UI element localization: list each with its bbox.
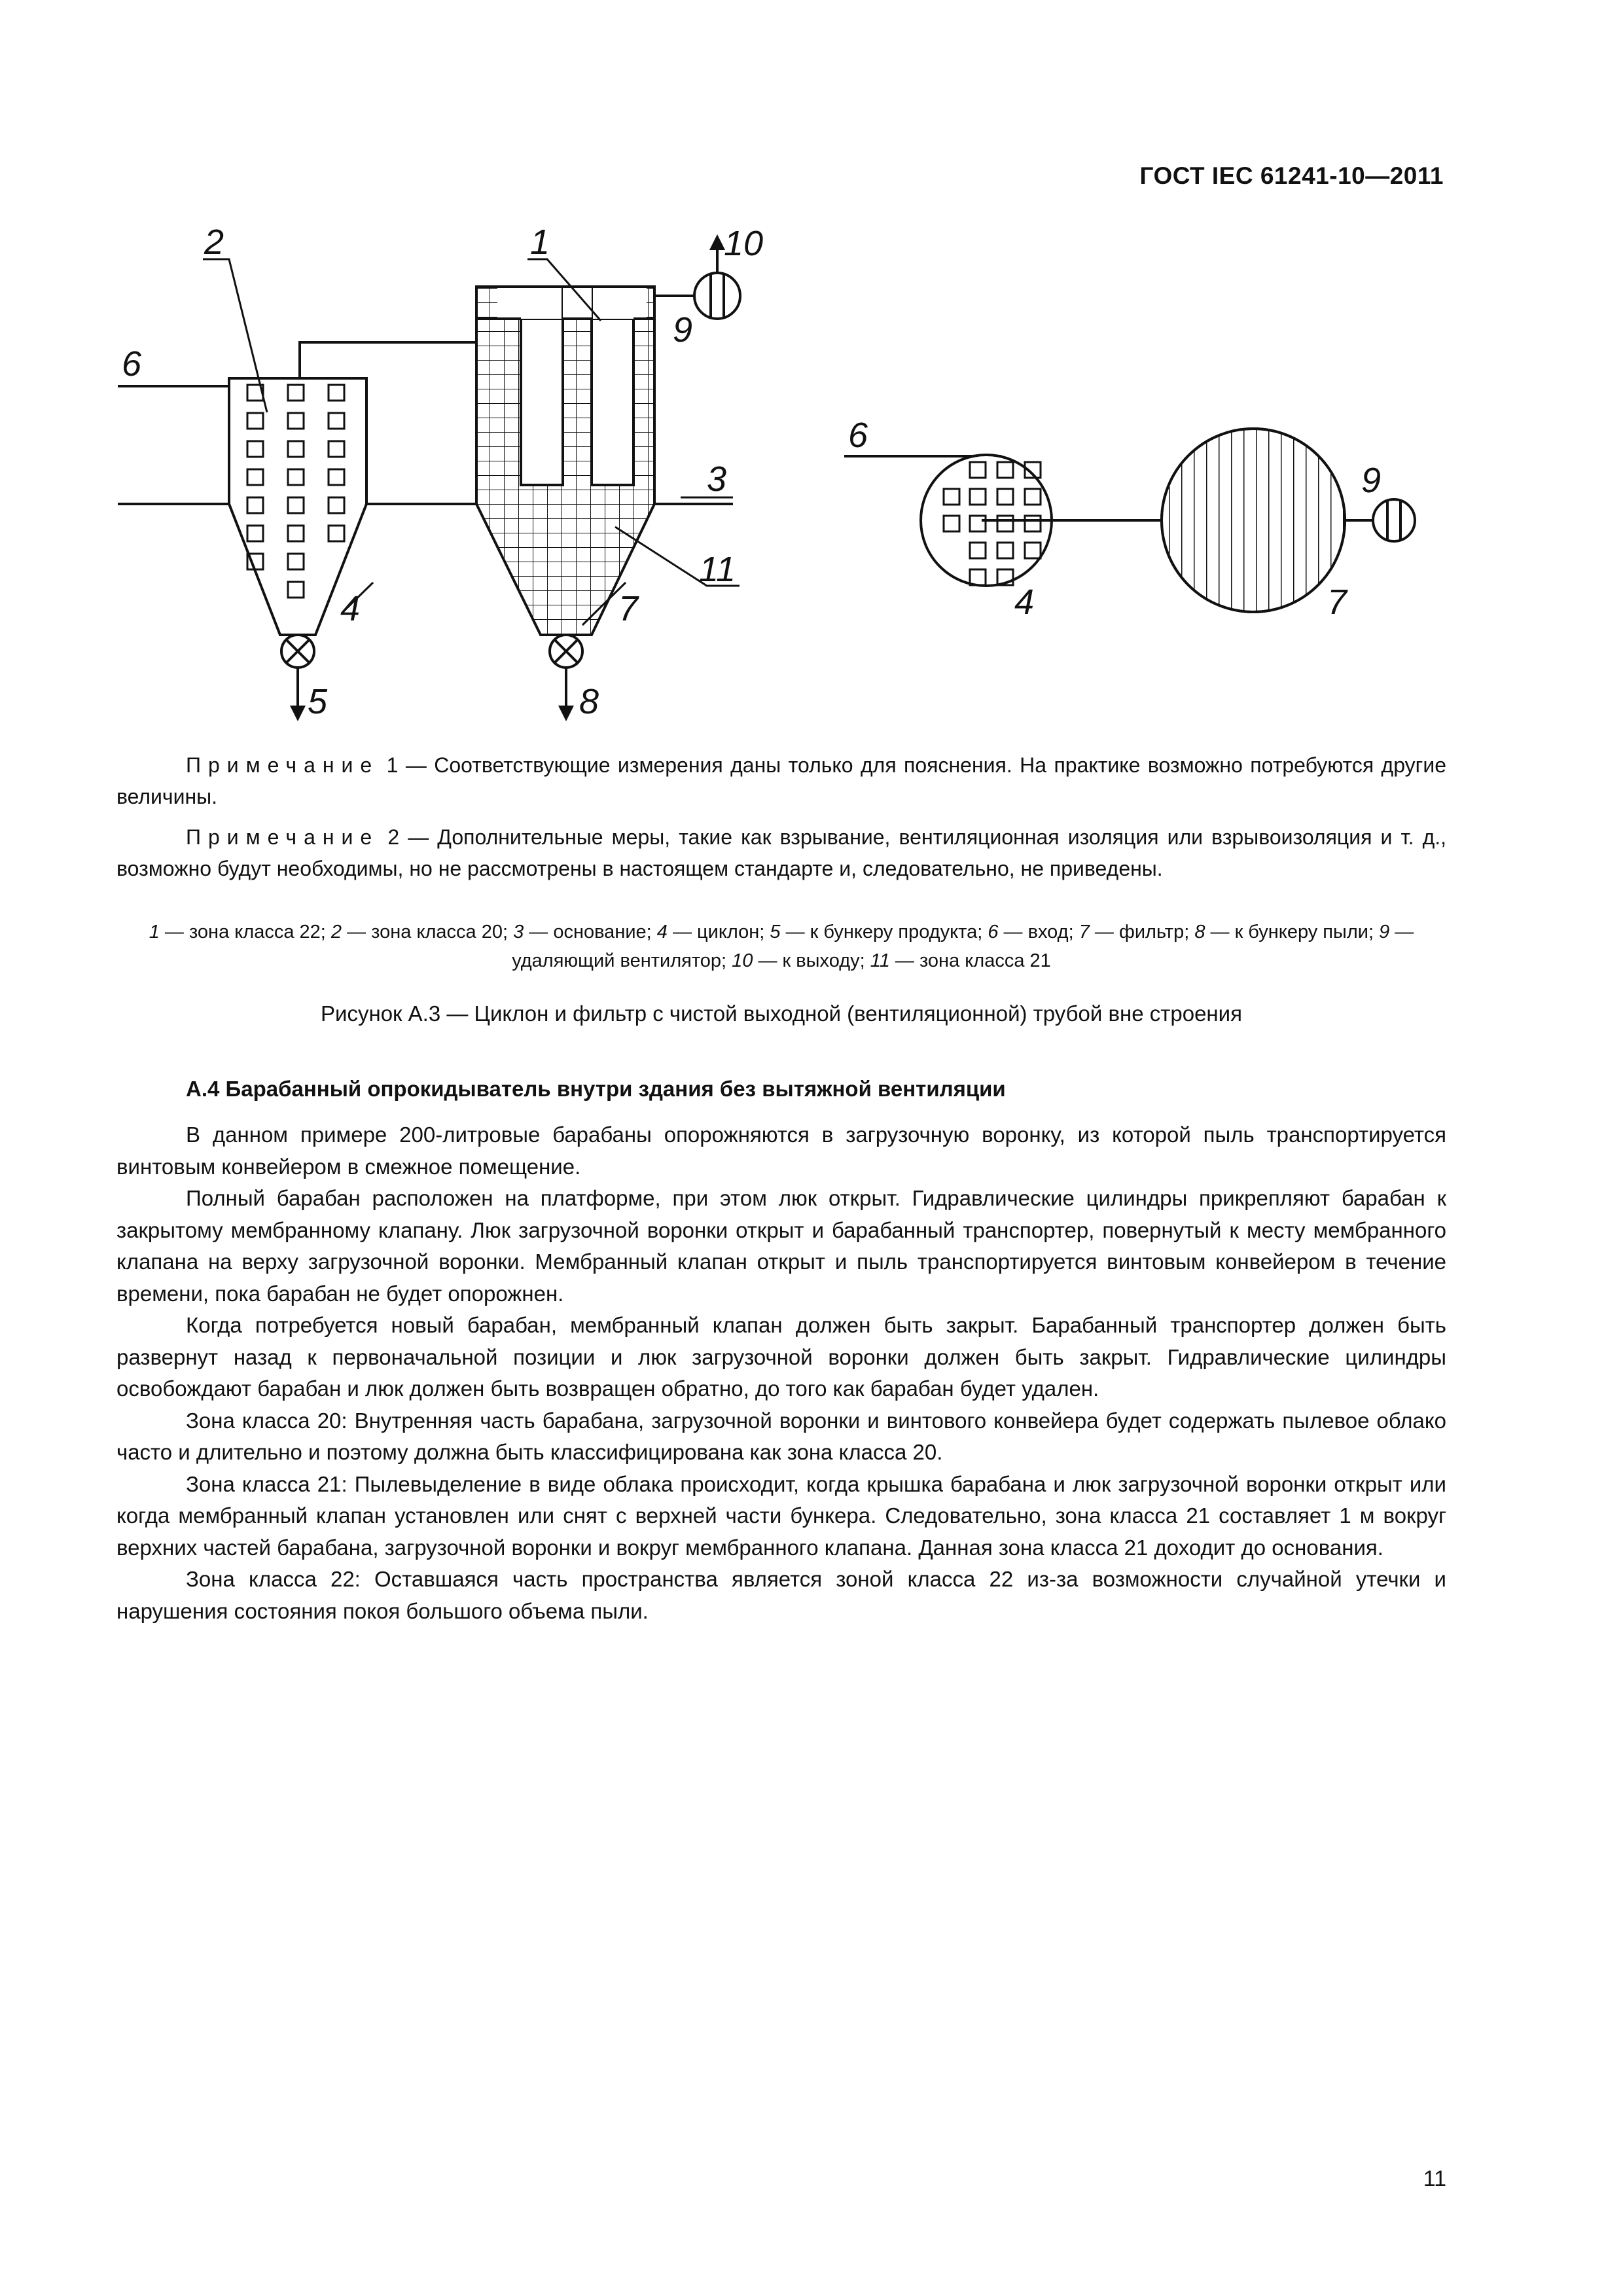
label-5: 5 (308, 682, 328, 721)
legend-text: — к бункеру пыли; (1205, 922, 1380, 942)
legend-number: 11 (870, 950, 890, 971)
figure-legend (116, 918, 1446, 975)
paragraph: В данном примере 200-литровые барабаны опорожняются в загрузочную воронку, из которой пыль транспортируется винтовым конвейером в смежное помещение. (116, 1122, 1446, 1179)
legend-number: 1 (149, 922, 160, 942)
label-9-left: 9 (673, 310, 693, 350)
document-code: ГОСТ IEC 61241-10—2011 (1139, 162, 1444, 189)
paragraph: Полный барабан расположен на платформе, при этом люк открыт. Гидравлические цилиндры прикрепляют барабан к закрытому мембранному клапану. Люк загрузочной воронки открыт и барабанный транспортер, повернутый к месту мембранного клапана на верху загрузочной воронки. Мембранный клапан открыт и пыль транспортируется винтовым конвейером в течение времени, пока барабан не будет опорожнен. (116, 1186, 1446, 1306)
note-1-number: 1 (386, 753, 399, 777)
label-4-left: 4 (340, 589, 361, 628)
legend-text: — фильтр; (1089, 922, 1195, 942)
label-7-left: 7 (618, 589, 639, 628)
label-6-left: 6 (122, 344, 142, 384)
legend-text: — вход; (998, 922, 1079, 942)
note-2-number: 2 (387, 825, 400, 849)
note-1-text: — Соответствующие измерения даны только для пояснения. На практике возможно потребуются другие величины. (116, 753, 1447, 808)
legend-number: 9 (1379, 922, 1390, 942)
legend-number: 7 (1079, 922, 1090, 942)
label-7-right: 7 (1327, 583, 1347, 622)
label-10: 10 (724, 224, 764, 263)
figure-a3-diagram (0, 0, 1623, 740)
label-1: 1 (530, 223, 550, 262)
page-number: 11 (1423, 2166, 1446, 2191)
note-1 (116, 749, 1446, 812)
legend-text: — зона класса 20; (342, 922, 514, 942)
note-2 (116, 821, 1446, 884)
legend-number: 8 (1194, 922, 1205, 942)
section-title: А.4 Барабанный опрокидыватель внутри здания без вытяжной вентиляции (186, 1077, 1006, 1101)
label-3: 3 (707, 459, 727, 499)
legend-text: — зона класса 21 (889, 950, 1051, 971)
label-8: 8 (579, 682, 599, 721)
note-1-prefix: Примечание (186, 753, 380, 777)
legend-text: — зона класса 22; (159, 922, 331, 942)
filter-7 (476, 287, 654, 635)
legend-text: — основание; (524, 922, 657, 942)
legend-text: — к выходу; (753, 950, 870, 971)
legend-number: 6 (988, 922, 999, 942)
legend-number: 3 (513, 922, 524, 942)
legend-text: — удаляющий вентилятор; (512, 922, 1414, 971)
legend-number: 5 (770, 922, 781, 942)
paragraph: Зона класса 21: Пылевыделение в виде облака происходит, когда крышка барабана и люк загрузочной воронки открыт или когда мембранный клапан установлен или снят с верхней части бункера. Следовательно, зона класса 21 составляет 1 м вокруг верхних частей барабана, загрузочной воронки и вокруг мембранного клапана. Данная зона класса 21 доходит до основания. (116, 1471, 1446, 1560)
label-11: 11 (699, 550, 736, 589)
legend-text: — циклон; (667, 922, 770, 942)
paragraph: Когда потребуется новый барабан, мембранный клапан должен быть закрыт. Барабанный транспортер должен быть развернут назад к первоначальной позиции и люк загрузочной воронки должен быть закрыт. Гидравлические цилиндры освобождают барабан и люк должен быть возвращен обратно, до того как барабан будет удален. (116, 1313, 1446, 1401)
legend-number: 10 (732, 950, 753, 971)
label-6-right: 6 (848, 416, 868, 455)
note-2-prefix: Примечание (186, 825, 380, 849)
label-2: 2 (204, 223, 224, 262)
note-2-text: — Дополнительные меры, такие как взрывание, вентиляционная изоляция или взрывоизоляция и т. д., возможно будут необходимы, но не рассмотрены в настоящем стандарте и, следовательно, не приведены. (116, 825, 1447, 880)
figure-caption: Рисунок А.3 — Циклон и фильтр с чистой выходной (вентиляционной) трубой вне строения (321, 1001, 1242, 1026)
label-9-right: 9 (1361, 461, 1382, 500)
rotary-valve-filter (550, 635, 582, 713)
label-4-right: 4 (1014, 583, 1035, 622)
legend-number: 2 (330, 922, 342, 942)
legend-number: 4 (656, 922, 668, 942)
paragraph: Зона класса 22: Оставшаяся часть пространства является зоной класса 22 из-за возможности случайной утечки и нарушения состояния покоя большого объема пыли. (116, 1567, 1446, 1623)
paragraph: Зона класса 20: Внутренняя часть барабана, загрузочной воронки и винтового конвейера будет содержать пылевое облако часто и длительно и поэтому должна быть классифицирована как зона класса 20. (116, 1408, 1446, 1464)
legend-text: — к бункеру продукта; (780, 922, 988, 942)
section-body (116, 1119, 1446, 1627)
